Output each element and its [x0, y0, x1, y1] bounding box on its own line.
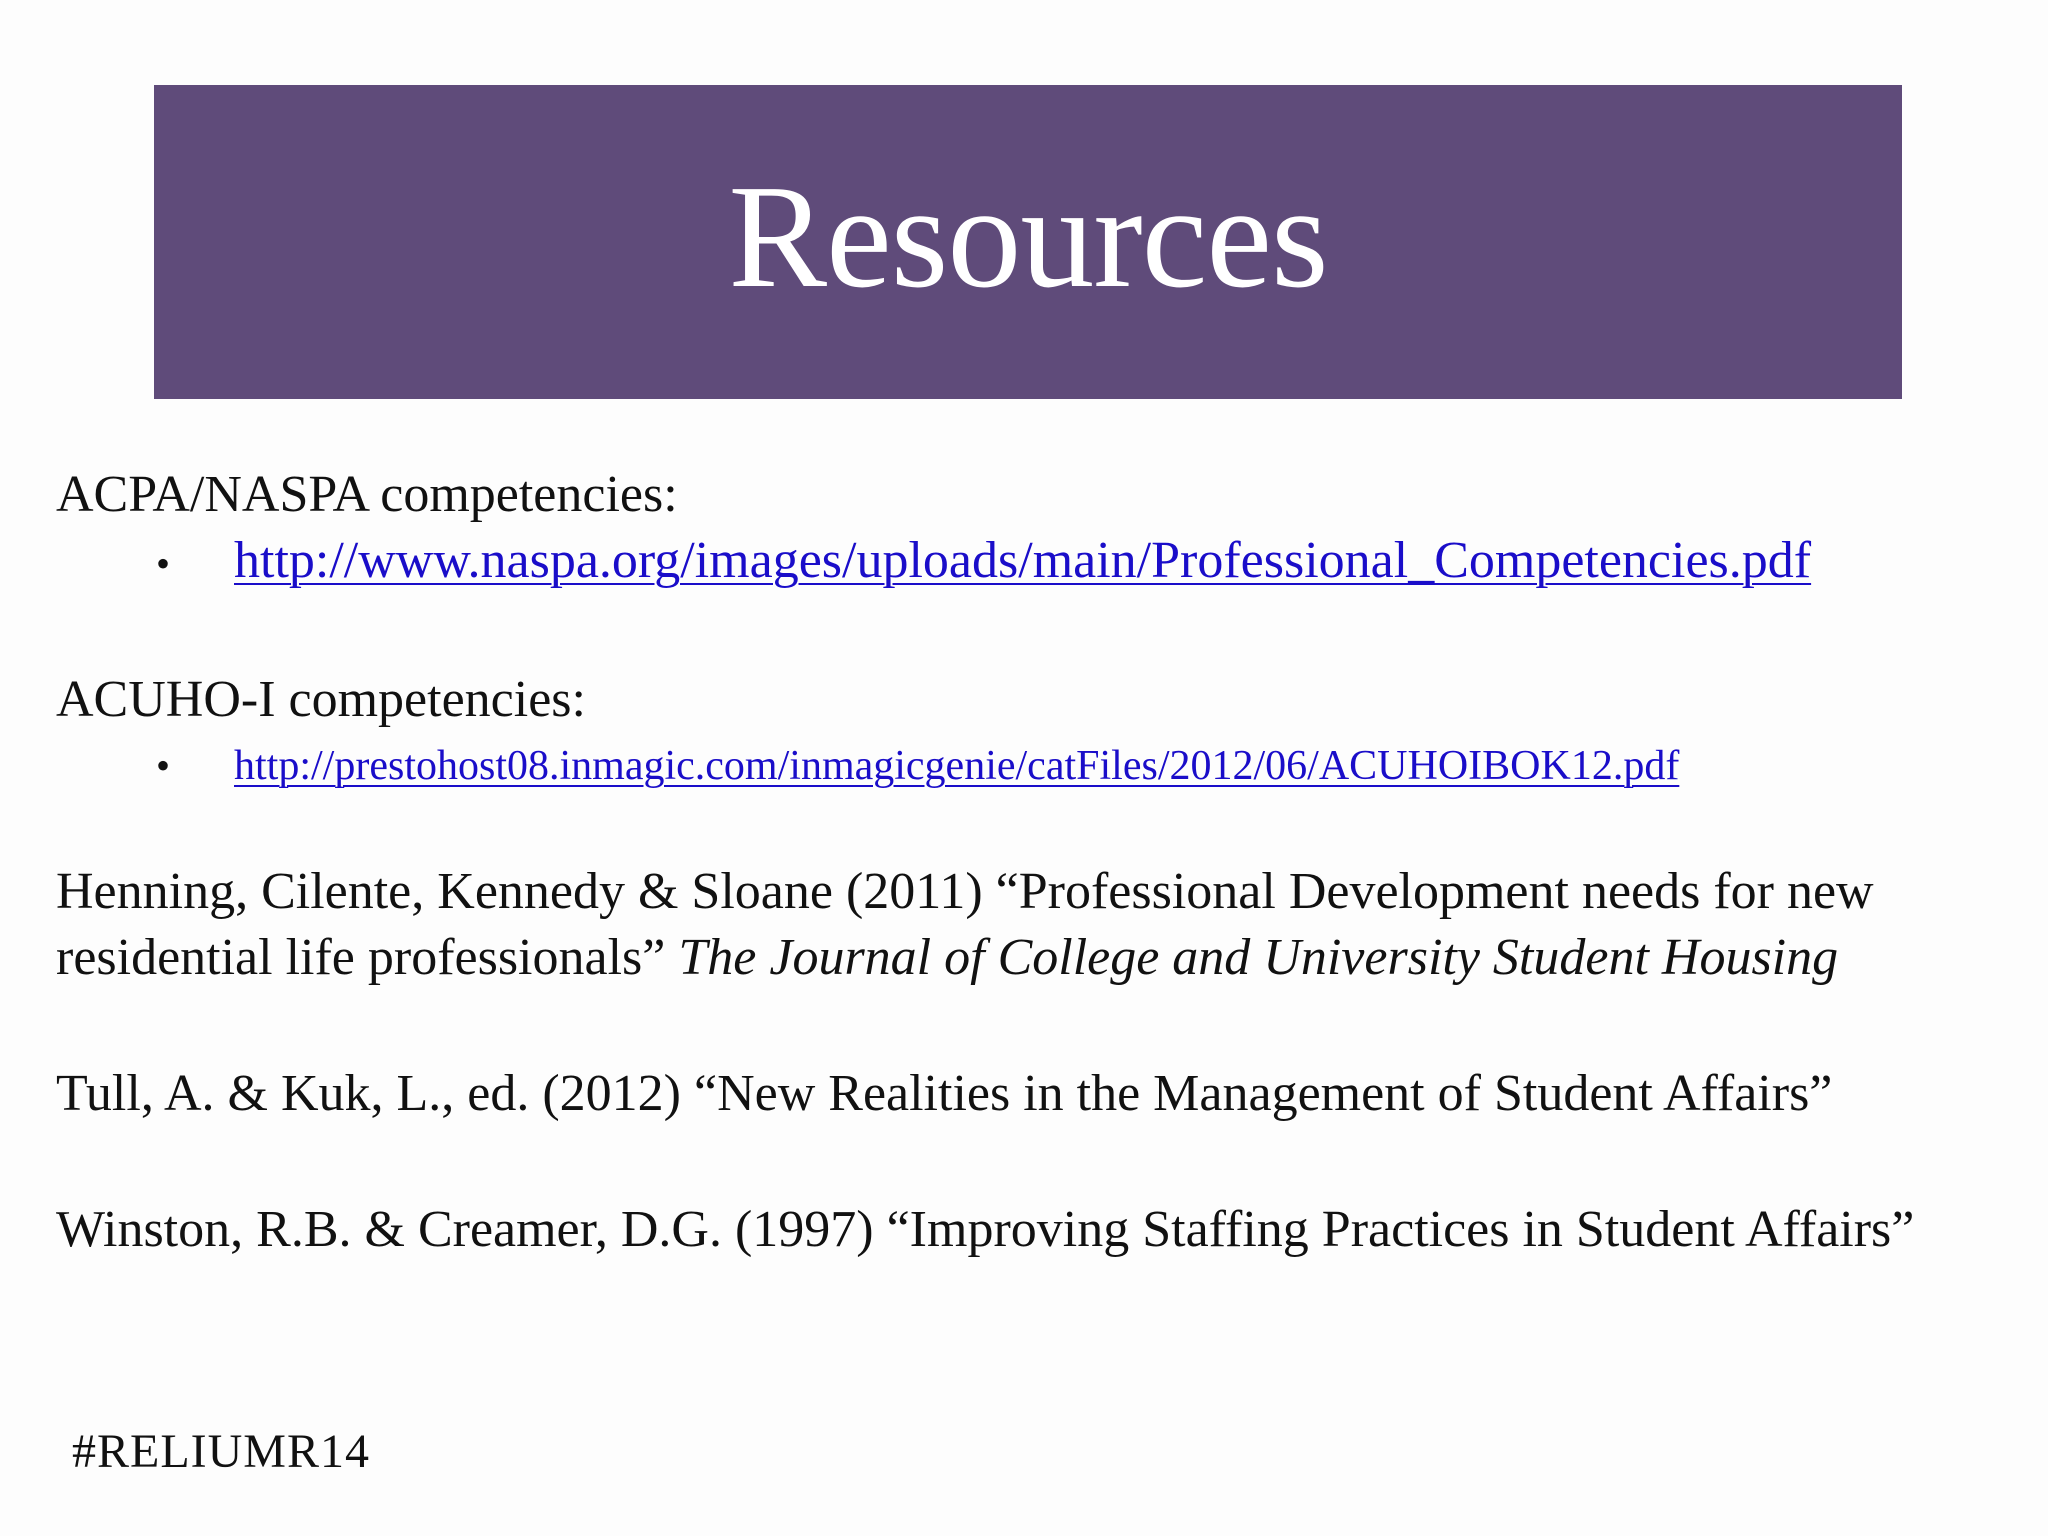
henning-reference-title-end: residential life professionals” [56, 929, 679, 986]
henning-reference-line-1: Henning, Cilente, Kennedy & Sloane (2011) “Professional Development needs for new [56, 863, 1874, 920]
winston-reference: Winston, R.B. & Creamer, D.G. (1997) “Improving Staffing Practices in Student Affairs” [56, 1201, 1915, 1258]
resources-list [56, 462, 2036, 1263]
henning-journal-name: The Journal of College and University Student Housing [678, 929, 1839, 986]
acpa-link-item [156, 528, 2036, 597]
acpa-competencies-link[interactable]: http://www.naspa.org/images/uploads/main/Professional_Competencies.pdf [234, 532, 1812, 589]
bullet-icon: • [156, 743, 171, 788]
henning-reference-line-2 [56, 925, 2036, 991]
spacer [56, 991, 2036, 1061]
slide-title: Resources [728, 155, 1328, 319]
acuho-link-item [156, 733, 2036, 799]
acuho-competencies-link[interactable]: http://prestohost08.inmagic.com/inmagicgenie/catFiles/2012/06/ACUHOIBOK12.pdf [234, 743, 1680, 789]
acpa-heading: ACPA/NASPA competencies: [56, 466, 678, 523]
acuho-heading: ACUHO-I competencies: [56, 671, 586, 728]
event-hashtag: #RELIUMR14 [72, 1425, 370, 1478]
spacer [56, 597, 2036, 667]
bullet-icon: • [156, 541, 171, 586]
spacer [56, 1127, 2036, 1197]
tull-reference: Tull, A. & Kuk, L., ed. (2012) “New Realities in the Management of Student Affairs” [56, 1065, 1833, 1122]
spacer [56, 799, 2036, 859]
title-banner [154, 85, 1902, 399]
